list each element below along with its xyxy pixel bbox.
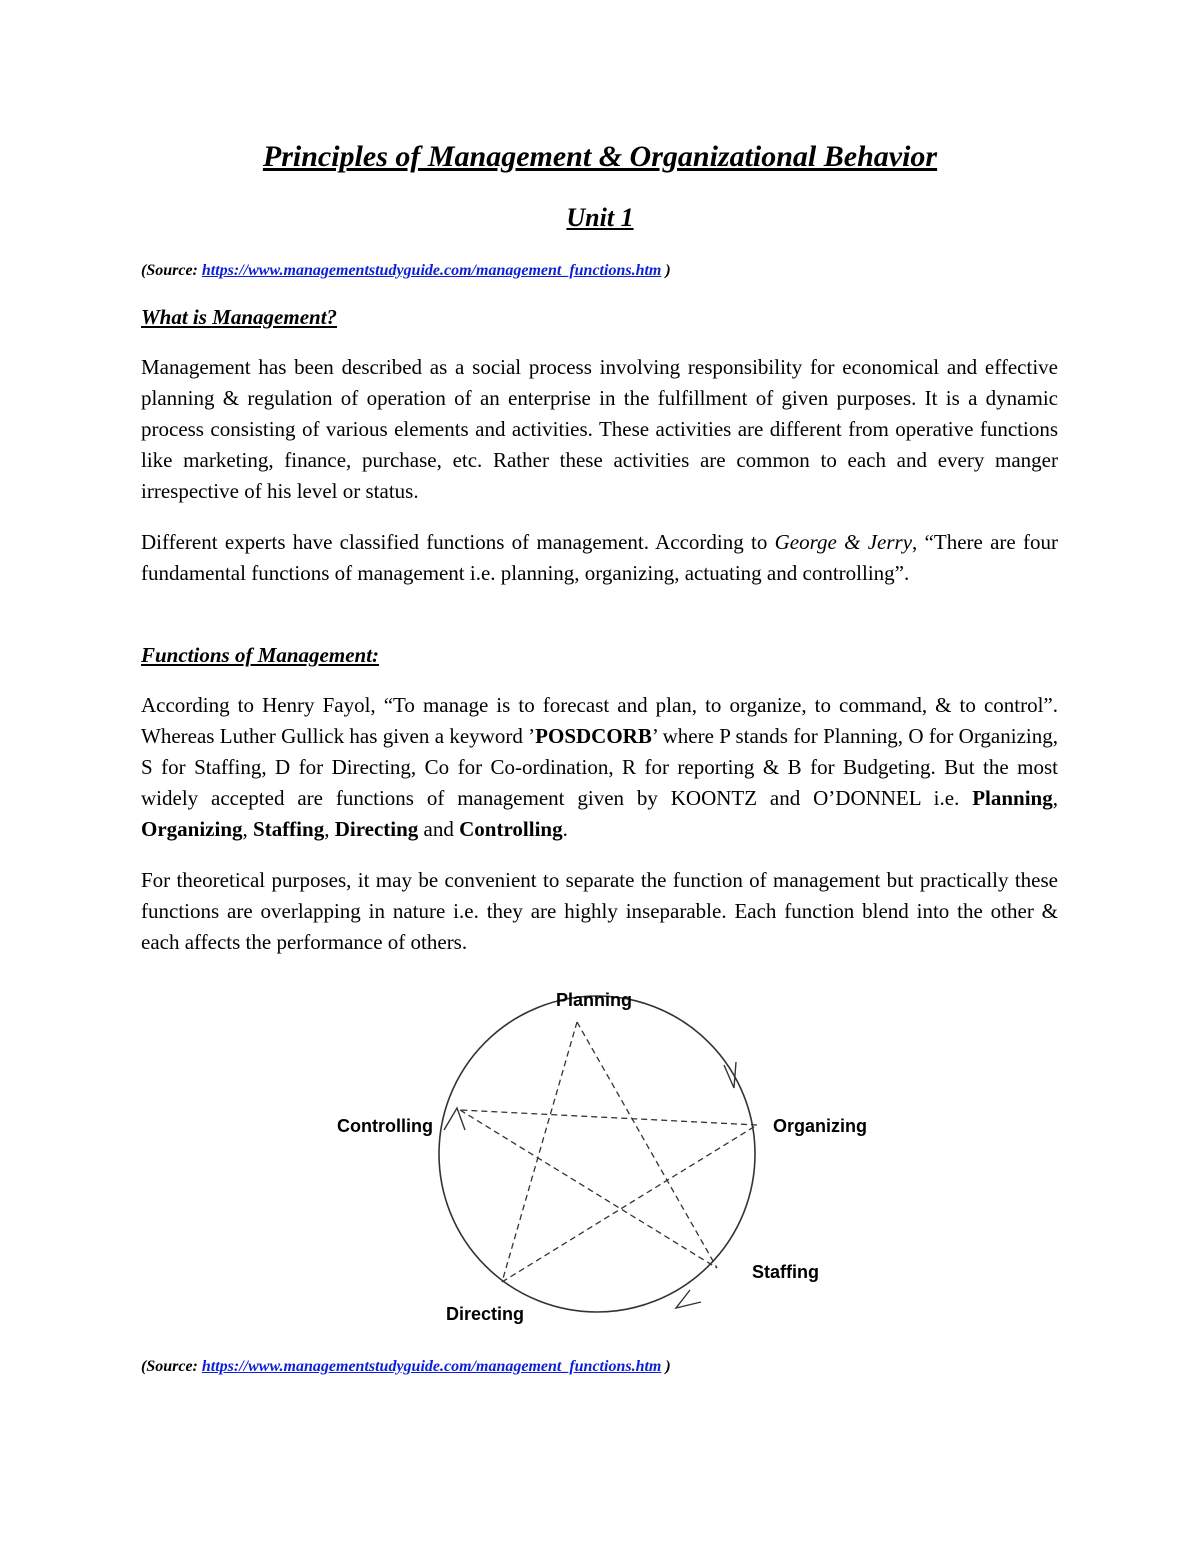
text-segment: Different experts have classified functions of management. According to <box>141 530 775 554</box>
separator: , <box>1052 786 1058 810</box>
source-suffix: ) <box>661 1358 671 1375</box>
function-organizing: Organizing <box>141 817 243 841</box>
paragraph-experts-classification <box>141 527 1058 589</box>
paragraph-management-definition: Management has been described as a social process involving responsibility for economical and effective planning & regulation of operation of an enterprise in the fulfillment of given purposes. It is a dynamic process consisting of various elements and activities. These activities are different from operative functions like marketing, finance, purchase, etc. Rather these activities are common to each and every manger irrespective of his level or status. <box>141 355 1058 503</box>
function-staffing: Staffing <box>253 817 325 841</box>
document-title: Principles of Management & Organizational Behavior <box>262 140 938 173</box>
paragraph-overlapping-functions: For theoretical purposes, it may be convenient to separate the function of management but practically these functions are overlapping in nature i.e. they are highly inseparable. Each function blend into the other & each affects the performance of others. <box>141 868 1058 954</box>
dashed-connections <box>460 1022 757 1282</box>
section-heading-what-is-management: What is Management? <box>141 305 338 329</box>
separator: , <box>324 817 335 841</box>
text-segment: According to Henry Fayol, “To manage is to forecast and plan, to organize, to command, & to control”. Whereas Luther Gullick has given a keyword ’ <box>141 693 1058 748</box>
separator: , <box>242 817 254 841</box>
node-label-organizing: Organizing <box>773 1116 867 1136</box>
function-controlling: Controlling <box>459 817 563 841</box>
source-link-bottom[interactable]: https://www.managementstudyguide.com/management_functions.htm <box>201 1358 662 1375</box>
node-label-planning: Planning <box>556 990 632 1010</box>
paragraph-fayol-gullick <box>141 690 1058 845</box>
node-label-controlling: Controlling <box>337 1116 433 1136</box>
keyword-posdcorb: POSDCORB <box>535 724 652 748</box>
source-suffix: ) <box>661 262 671 279</box>
section-heading-functions: Functions of Management: <box>141 643 380 667</box>
node-label-directing: Directing <box>446 1304 525 1324</box>
source-line-bottom <box>141 1358 671 1376</box>
text-segment: ’ where P stands for Planning, O for Organizing, S for Staffing, D for Directing, Co for Co-ordination, R for reporting & B for Budgeting. But the most widely accepted are functions of management given by KOONTZ and O’DONNEL i.e. <box>141 724 1058 810</box>
unit-heading: Unit 1 <box>566 203 634 232</box>
author-names: George & Jerry <box>774 530 913 554</box>
source-link-top[interactable]: https://www.managementstudyguide.com/management_functions.htm <box>201 262 662 279</box>
function-directing: Directing <box>334 817 419 841</box>
line-planning-staffing <box>577 1022 717 1268</box>
source-prefix: (Source: <box>141 1358 202 1375</box>
cycle-circle <box>439 996 755 1312</box>
line-organizing-controlling <box>460 1110 757 1125</box>
line-controlling-staffing <box>460 1110 717 1268</box>
management-functions-diagram <box>320 980 900 1340</box>
arrow-icon <box>676 1290 701 1308</box>
function-planning: Planning <box>972 786 1053 810</box>
text-segment: , “There are four fundamental functions of management i.e. planning, organizing, actuating and controlling”. <box>141 530 1058 585</box>
source-line-top <box>141 262 671 280</box>
cycle-arrows <box>444 1062 736 1308</box>
separator: and <box>418 817 460 841</box>
node-label-staffing: Staffing <box>752 1262 819 1282</box>
separator: . <box>562 817 568 841</box>
source-prefix: (Source: <box>141 262 202 279</box>
